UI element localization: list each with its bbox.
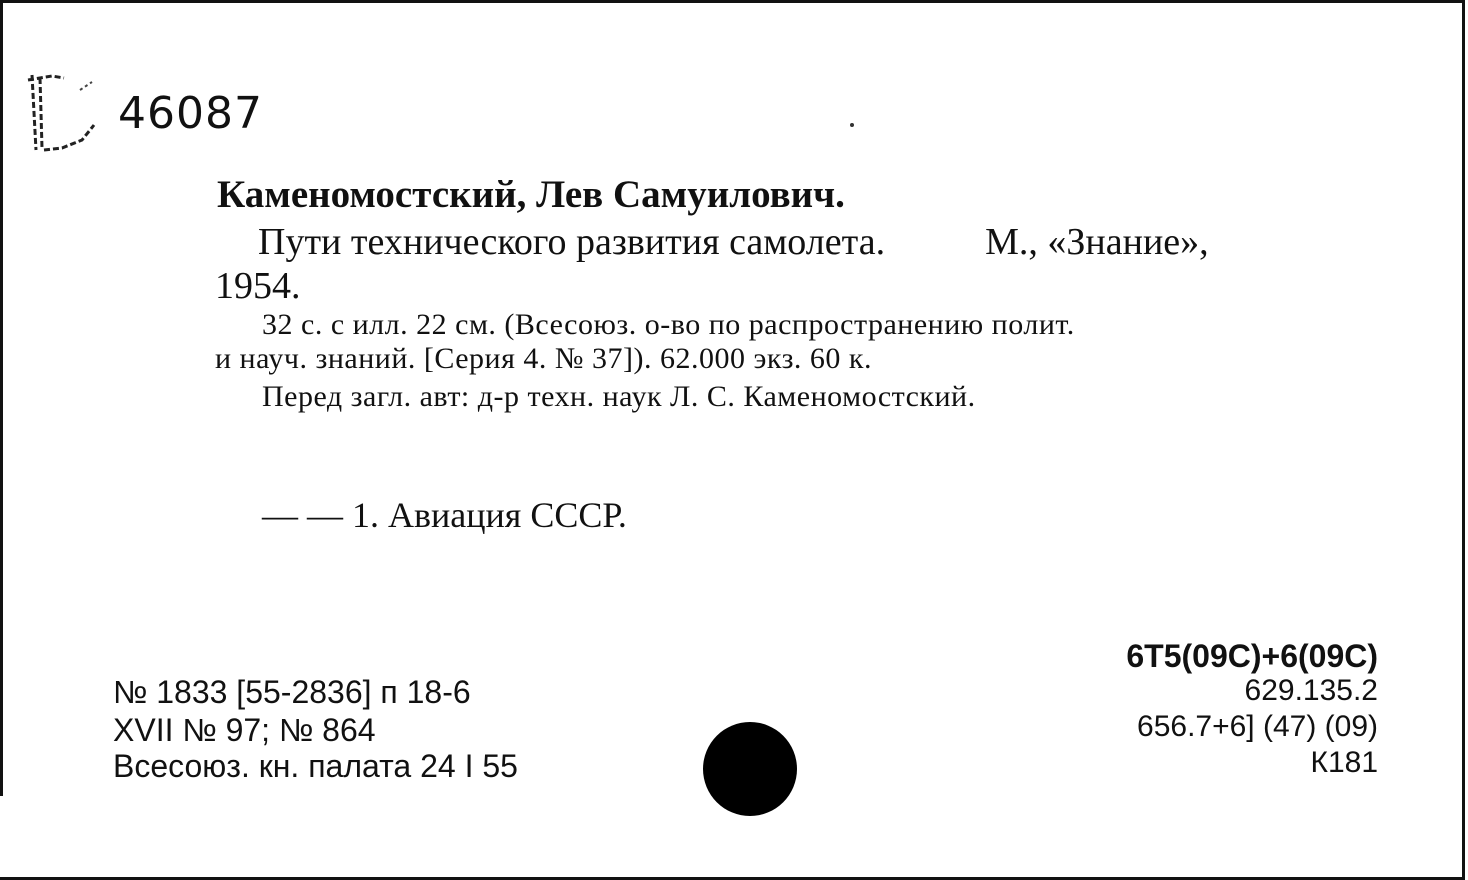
collation-line-2: и науч. знаний. [Серия 4. № 37]). 62.000 экз. 60 к. (215, 342, 872, 375)
registry-line-3: Всесоюз. кн. палата 24 I 55 (113, 748, 518, 784)
classification-line-2: 629.135.2 (1244, 674, 1378, 707)
corner-stamp-icon (22, 70, 102, 160)
registry-line-1: № 1833 [55-2836] п 18-6 (113, 674, 471, 710)
collation-line-1: 32 с. с илл. 22 см. (Всесоюз. о-во по распространению полит. (262, 308, 1075, 341)
subject-heading: — — 1. Авиация СССР. (262, 495, 627, 535)
classification-line-4: К181 (1310, 746, 1378, 779)
book-title: Пути технического развития самолета. (258, 221, 886, 263)
classification-line-3: 656.7+6] (47) (09) (1137, 710, 1378, 743)
punch-hole (703, 722, 797, 816)
classification-line-1: 6Т5(09С)+6(09С) (1126, 638, 1378, 674)
card-left-edge (0, 0, 3, 796)
title-line (258, 220, 1209, 264)
author-heading: Каменомостский, Лев Самуилович. (217, 173, 845, 216)
handwritten-number: 46087 (118, 88, 263, 139)
author-note: Перед загл. авт: д-р техн. наук Л. С. Каменомостский. (262, 380, 976, 413)
publication-year: 1954. (215, 265, 301, 307)
speck (850, 123, 854, 127)
publisher: М., «Знание», (985, 221, 1209, 263)
registry-line-2: XVII № 97; № 864 (113, 712, 376, 748)
